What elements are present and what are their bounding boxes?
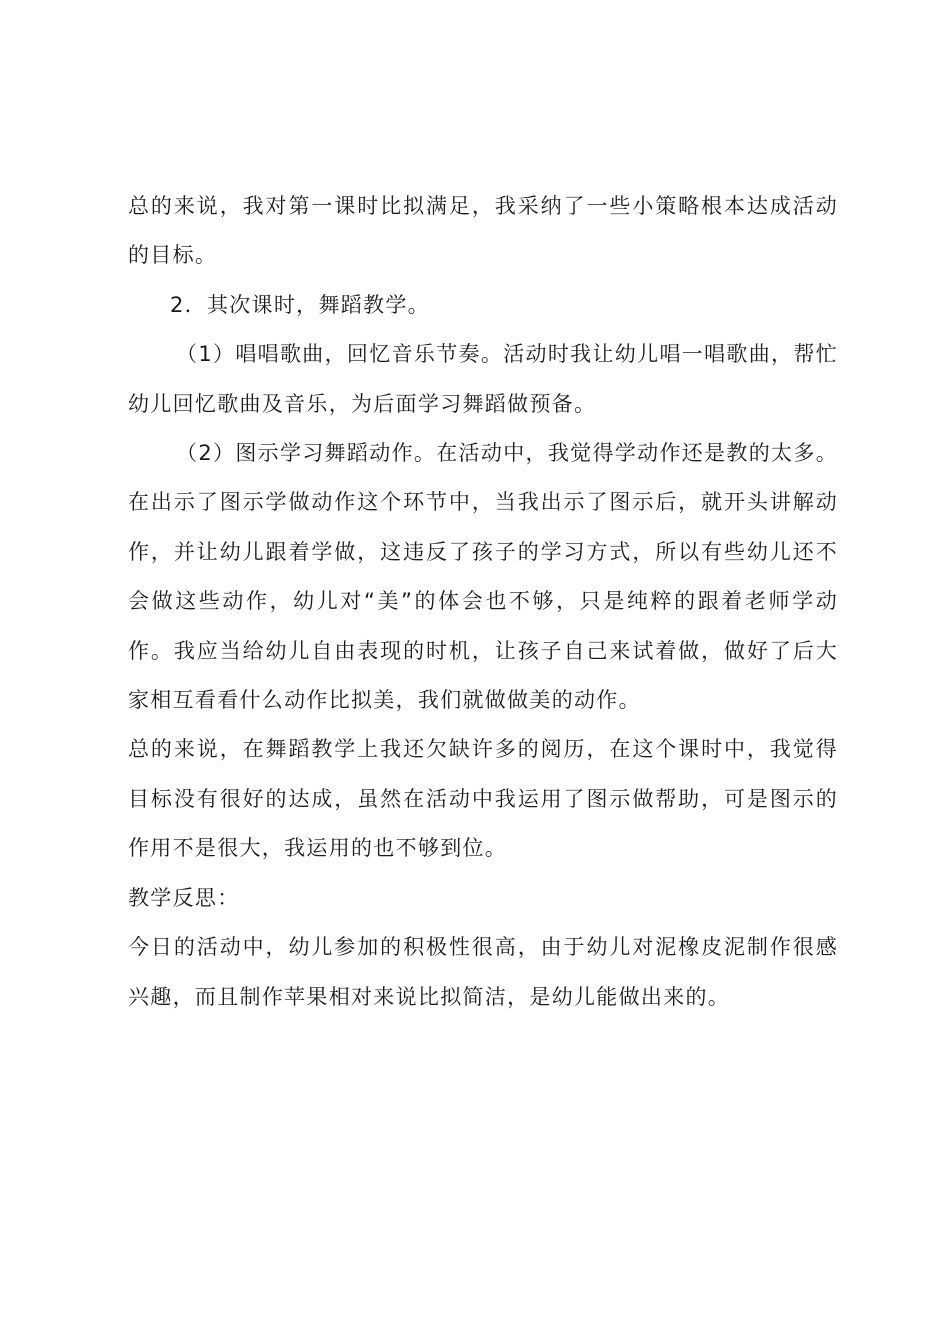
paragraph-summary-lesson-one: 总的来说，我对第一课时比拟满足，我采纳了一些小策略根本达成活动的目标。 bbox=[128, 194, 838, 268]
paragraph-summary-lesson-two: 总的来说，在舞蹈教学上我还欠缺许多的阅历，在这个课时中，我觉得目标没有很好的达成，虽然在活动中我运用了图示做帮助，可是图示的作用不是很大，我运用的也不够到位。 bbox=[128, 737, 838, 861]
heading-teaching-reflection: 教学反思： bbox=[128, 885, 240, 910]
paragraph-step-one: （1）唱唱歌曲，回忆音乐节奏。活动时我让幼儿唱一唱歌曲，帮忙幼儿回忆歌曲及音乐，为后面学习舞蹈做预备。 bbox=[128, 342, 838, 416]
paragraph-second-lesson-heading: 2．其次课时，舞蹈教学。 bbox=[170, 292, 430, 317]
paragraph-reflection: 今日的活动中，幼儿参加的积极性很高，由于幼儿对泥橡皮泥制作很感兴趣，而且制作苹果相对来说比拟简洁，是幼儿能做出来的。 bbox=[128, 935, 838, 1009]
document-body bbox=[128, 182, 838, 1022]
paragraph-step-two: （2）图示学习舞蹈动作。在活动中，我觉得学动作还是教的太多。在出示了图示学做动作这个环节中，当我出示了图示后，就开头讲解动作，并让幼儿跟着学做，这违反了孩子的学习方式，所以有些幼儿还不会做这些动作，幼儿对“美”的体会也不够，只是纯粹的跟着老师学动作。我应当给幼儿自由表现的时机，让孩子自己来试着做，做好了后大家相互看看什么动作比拟美，我们就做做美的动作。 bbox=[128, 441, 838, 713]
